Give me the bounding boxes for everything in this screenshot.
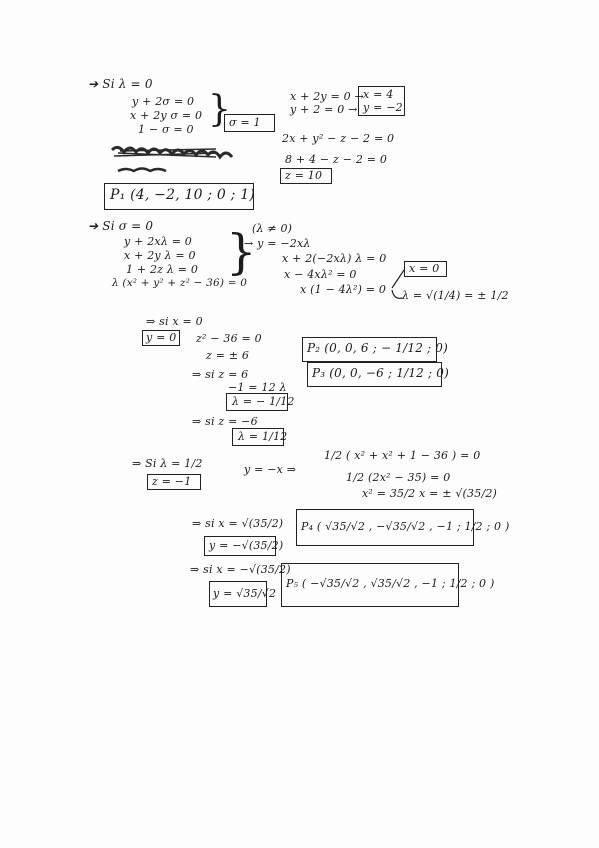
case1-sub-1: x + 2y = 0 → xyxy=(290,90,364,103)
case2a-eq-2: z = ± 6 xyxy=(206,349,250,362)
lambda-z6: λ = − 1/12 xyxy=(232,395,295,408)
p3-point: P₃ (0, 0, −6 ; 1/12 ; 0) xyxy=(312,366,450,380)
p4-point: P₄ ( √35/√2 , −√35/√2 , −1 ; 1/2 ; 0 ) xyxy=(301,520,510,533)
case2-eq-4: λ (x² + y² + z² − 36) = 0 xyxy=(112,277,248,289)
y-zero: y = 0 xyxy=(146,331,177,344)
p5-point: P₅ ( −√35/√2 , √35/√2 , −1 ; 1/2 ; 0 ) xyxy=(286,577,495,590)
case1-eq-3: 1 − σ = 0 xyxy=(138,123,194,136)
case2-eq-2: x + 2y λ = 0 xyxy=(124,249,196,262)
lambda-note: (λ ≠ 0) xyxy=(252,222,293,235)
x-zero: x = 0 xyxy=(409,262,440,275)
case2b-eq-1: 1/2 ( x² + x² + 1 − 36 ) = 0 xyxy=(324,449,481,462)
si-x-neg: ⇒ si x = −√(35/2) xyxy=(190,563,291,576)
y-neg: y = √35/√2 xyxy=(213,587,277,600)
system-brace: } xyxy=(208,89,231,130)
z-minus1: z = −1 xyxy=(152,475,192,488)
x-result: x = 4 xyxy=(363,88,394,101)
case2b-eq-2: 1/2 (2x² − 35) = 0 xyxy=(346,471,451,484)
case2-eq-1: y + 2xλ = 0 xyxy=(124,235,193,248)
case1-eq-1: y + 2σ = 0 xyxy=(132,95,195,108)
scribble-mark xyxy=(118,169,166,172)
deriv-3: x − 4xλ² = 0 xyxy=(284,268,357,281)
case2b-eq-3: x² = 35/2 x = ± √(35/2) xyxy=(362,487,498,500)
deriv-1: → y = −2xλ xyxy=(244,237,311,250)
system-brace-2: } xyxy=(226,224,257,280)
si-x-pos: ⇒ si x = √(35/2) xyxy=(192,517,284,530)
case2-title: ➔ Si σ = 0 xyxy=(88,219,154,233)
y-pos: y = −√(35/2) xyxy=(209,539,284,552)
case1-title: ➔ Si λ = 0 xyxy=(88,77,153,91)
lambda-zm6: λ = 1/12 xyxy=(238,430,288,443)
deriv-4: x (1 − 4λ²) = 0 xyxy=(300,283,387,296)
case1-sub-2: y + 2 = 0 → xyxy=(290,103,358,116)
sigma-result: σ = 1 xyxy=(229,116,261,129)
relation: y = −x ⇒ xyxy=(244,463,297,476)
case2a-eq-1: z² − 36 = 0 xyxy=(196,332,262,345)
branch-arrow xyxy=(392,270,404,288)
deriv-2: x + 2(−2xλ) λ = 0 xyxy=(282,252,387,265)
case2-eq-3: 1 + 2z λ = 0 xyxy=(126,263,199,276)
p1-point: P₁ (4, −2, 10 ; 0 ; 1) xyxy=(110,187,256,203)
branch-arrow xyxy=(392,290,402,298)
case1-eq-2: x + 2y σ = 0 xyxy=(130,109,203,122)
case1-eq-5: 8 + 4 − z − 2 = 0 xyxy=(285,153,388,166)
z-result: z = 10 xyxy=(285,169,323,182)
p2-point: P₂ (0, 0, 6 ; − 1/12 ; 0) xyxy=(307,341,449,355)
case1-eq-4: 2x + y² − z − 2 = 0 xyxy=(282,132,395,145)
case2b-title: ⇒ Si λ = 1/2 xyxy=(132,457,203,470)
eq-z6: −1 = 12 λ xyxy=(228,381,287,394)
lambda-solution: λ = √(1/4) = ± 1/2 xyxy=(402,289,509,302)
si-z6: ⇒ si z = 6 xyxy=(192,368,249,381)
si-zm6: ⇒ si z = −6 xyxy=(192,415,258,428)
y-result: y = −2 xyxy=(363,101,403,114)
case2a-title: ⇒ si x = 0 xyxy=(146,315,203,328)
